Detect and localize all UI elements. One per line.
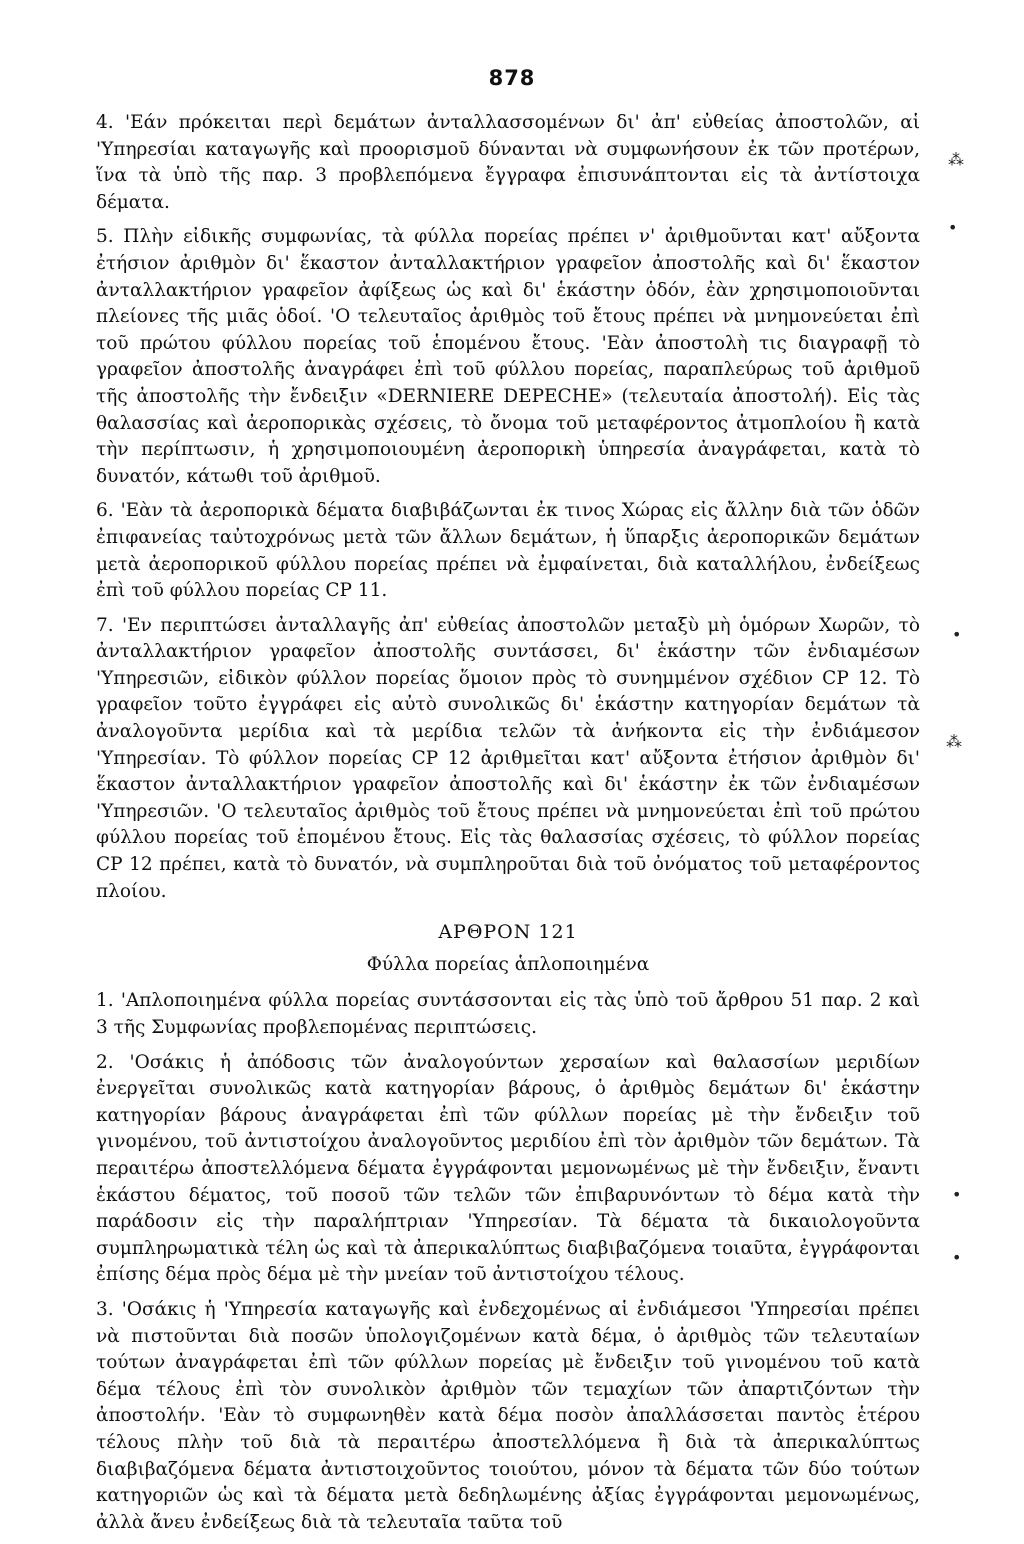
paragraph-6: 6. 'Εὰν τὰ ἀεροπορικὰ δέματα διαβιβάζωνται ἐκ τινος Χώρας εἰς ἄλλην διὰ τῶν ὁδῶν ἐπιφανείας ταὐτοχρόνως μετὰ τῶν ἄλλων δεμάτων, ἡ ὕπαρξις ἀεροπορικῶν δεμάτων μετὰ ἀεροπορικοῦ φύλλου πορείας πρέπει νὰ ἐμφαίνεται, διὰ καταλλήλου, ἐνδείξεως ἐπὶ τοῦ φύλλου πορείας CP 11. bbox=[96, 500, 920, 602]
article-paragraph-1: 1. 'Απλοποιημένα φύλλα πορείας συντάσσονται εἰς τὰς ὑπὸ τοῦ ἄρθρου 51 παρ. 2 καὶ 3 τῆς Συμφωνίας προβλεπομένας περιπτώσεις. bbox=[96, 990, 920, 1038]
margin-mark: ⁂ bbox=[946, 732, 962, 751]
document-body bbox=[96, 110, 920, 1544]
paragraph-7: 7. 'Εν περιπτώσει ἀνταλλαγῆς ἀπ' εὐθείας ἀποστολῶν μεταξὺ μὴ ὁμόρων Χωρῶν, τὸ ἀνταλλακτήριον γραφεῖον ἀποστολῆς συντάσσει, δι' ἑκάστην τῶν ἐνδιαμέσων 'Υπηρεσιῶν, εἰδικὸν φύλλον πορείας ὅμοιον πρὸς τὸ συνημμένον σχέδιον CP 12. Τὸ γραφεῖον τοῦτο ἐγγράφει εἰς αὐτὸ συνολικῶς δι' ἑκάστην κατηγορίαν δεμάτων τὰ ἀναλογοῦντα μερίδια καὶ τὰ μερίδια τελῶν τὰ ἀνήκοντα εἰς τὴν ἐνδιάμεσον 'Υπηρεσίαν. Τὸ φύλλον πορείας CP 12 ἀριθμεῖται κατ' αὔξοντα ἐτήσιον ἀριθμὸν δι' ἕκαστον ἀνταλλακτήριον γραφεῖον ἀποστολῆς καὶ δι' ἑκάστην ἐκ τῶν ἐνδιαμέσων 'Υπηρεσιῶν. 'Ο τελευταῖος ἀριθμὸς τοῦ ἔτους πρέπει νὰ μνημονεύεται ἐπὶ τοῦ πρώτου φύλλου πορείας τοῦ ἑπομένου ἔτους. Εἰς τὰς θαλασσίας σχέσεις, τὸ φύλλον πορείας CP 12 πρέπει, κατὰ τὸ δυνατόν, νὰ συμπληροῦται διὰ τοῦ ὀνόματος τοῦ μεταφέροντος πλοίου. bbox=[96, 614, 920, 902]
paragraph-4: 4. 'Εάν πρόκειται περὶ δεμάτων ἀνταλλασσομένων δι' ἀπ' εὐθείας ἀποστολῶν, αἱ 'Υπηρεσίαι καταγωγῆς καὶ προορισμοῦ δύνανται νὰ συμφωνήσουν ἐκ τῶν προτέρων, ἵνα τὰ ὑπὸ τῆς παρ. 3 προβλεπόμενα ἔγγραφα ἐπισυνάπτονται εἰς τὰ ἀντίστοιχα δέματα. bbox=[96, 112, 920, 213]
article-paragraph-3: 3. 'Οσάκις ἡ 'Υπηρεσία καταγωγῆς καὶ ἐνδεχομένως αἱ ἐνδιάμεσοι 'Υπηρεσίαι πρέπει νὰ πιστοῦνται διὰ ποσῶν ὑπολογιζομένων κατὰ δέμα, ὁ ἀριθμὸς τῶν τελευταίων τούτων ἀναγράφεται ἐπὶ τῶν φύλλων πορείας μὲ ἔνδειξιν τοῦ γινομένου τοῦ κατὰ δέμα τέλους ἐπὶ τὸν συνολικὸν ἀριθμὸν τῶν τεμαχίων τῶν ἀπαρτιζόντων τὴν ἀποστολήν. 'Εὰν τὸ συμφωνηθὲν κατὰ δέμα ποσὸν ἀπαλλάσσεται παντὸς ἑτέρου τέλους πλὴν τοῦ διὰ τὰ περαιτέρω ἀποστελλόμενα ἢ διὰ τὰ ἀπερικαλύπτως διαβιβαζόμενα δέματα ἀντιστοιχοῦντος τοιούτου, μόνον τὰ δέματα τῶν δύο τούτων κατηγοριῶν ὡς καὶ τὰ δέματα μετὰ δεδηλωμένης ἀξίας ἐγγράφονται μεμονωμένως, ἀλλὰ ἄνευ ἐνδείξεως διὰ τὰ τελευταῖα ταῦτα τοῦ bbox=[96, 1298, 920, 1533]
article-heading: ΑΡΘΡΟΝ 121 bbox=[438, 921, 578, 944]
margin-mark: • bbox=[948, 218, 958, 237]
page-number: 878 bbox=[488, 66, 536, 90]
margin-mark: • bbox=[952, 1185, 962, 1204]
margin-mark: • bbox=[952, 625, 962, 644]
article-subheading: Φύλλα πορείας ἁπλοποιημένα bbox=[366, 953, 650, 975]
paragraph-5: 5. Πλὴν εἰδικῆς συμφωνίας, τὰ φύλλα πορείας πρέπει ν' ἀριθμοῦνται κατ' αὔξοντα ἐτήσιον ἀριθμὸν δι' ἕκαστον ἀνταλλακτήριον γραφεῖον ἀποστολῆς καὶ δι' ἕκαστον ἀνταλλακτήριον γραφεῖον ἀφίξεως ὡς καὶ δι' ἑκάστην ὁδόν, ἐὰν χρησιμοποιοῦνται πλείονες τῆς μιᾶς ὁδοί. 'Ο τελευταῖος ἀριθμὸς τοῦ ἔτους πρέπει νὰ μνημονεύεται ἐπὶ τοῦ πρώτου φύλλου πορείας τοῦ ἑπομένου ἔτους. 'Εὰν ἀποστολὴ τις διαγραφῇ τὸ γραφεῖον ἀποστολῆς ἀναγράφει ἐπὶ τοῦ φύλλου πορείας, παραπλεύρως τοῦ ἀριθμοῦ τῆς ἀποστολῆς τὴν ἔνδειξιν «DERNIERE DEPECHE» (τελευταία ἀποστολή). Εἰς τὰς θαλασσίας καὶ ἀεροπορικὰς σχέσεις, τὸ ὄνομα τοῦ μεταφέροντος ἀτμοπλοίου ἢ κατὰ τὴν περίπτωσιν, ἡ χρησιμοποιουμένη ἀεροπορικὴ ὑπηρεσία ἀναγράφεται, κατὰ τὸ δυνατόν, κάτωθι τοῦ ἀριθμοῦ. bbox=[96, 226, 920, 487]
article-paragraph-2: 2. 'Οσάκις ἡ ἀπόδοσις τῶν ἀναλογούντων χερσαίων καὶ θαλασσίων μεριδίων ἐνεργεῖται συνολικῶς κατὰ κατηγορίαν βάρους, ὁ ἀριθμὸς δεμάτων δι' ἑκάστην κατηγορίαν βάρους ἀναγράφεται ἐπὶ τῶν φύλλων πορείας μὲ τὴν ἔνδειξιν τοῦ γινομένου, τοῦ ἀντιστοίχου ἀναλογοῦντος μεριδίου ἐπὶ τὸν ἀριθμὸν τῶν δεμάτων. Τὰ περαιτέρω ἀποστελλόμενα δέματα ἐγγράφονται μεμονωμένως μὲ τὴν ἔνδειξιν, ἔναντι ἑκάστου δέματος, τοῦ ποσοῦ τῶν τελῶν τῶν ἐπιβαρυνόντων τὸ δέμα κατὰ τὴν παράδοσιν εἰς τὴν παραλήπτριαν 'Υπηρεσίαν. Τὰ δέματα τὰ δικαιολογοῦντα συμπληρωματικὰ τέλη ὡς καὶ τὰ ἀπερικαλύπτως διαβιβαζόμενα τοιαῦτα, ἐγγράφονται ἐπίσης δέμα πρὸς δέμα μὲ τὴν μνείαν τοῦ ἀντιστοίχου τέλους. bbox=[96, 1051, 920, 1286]
margin-mark: ⁂ bbox=[948, 150, 964, 169]
margin-mark: • bbox=[952, 1248, 962, 1267]
